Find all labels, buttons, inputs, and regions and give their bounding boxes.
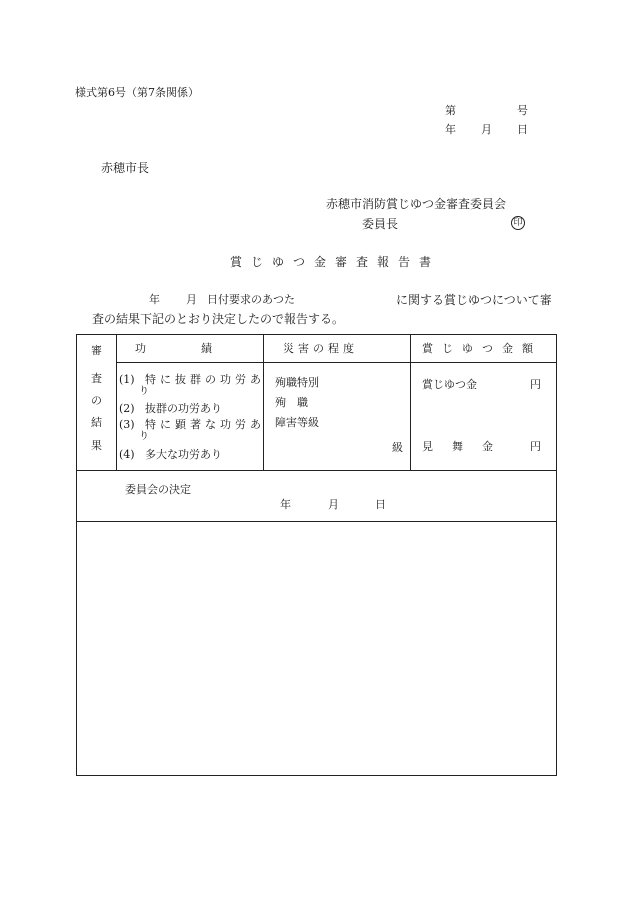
col-header-merit: 功 績 bbox=[135, 342, 212, 355]
col-header-amount: 賞じゆつ金額 bbox=[422, 342, 542, 355]
body-request-text: 日付要求のあつた bbox=[207, 293, 295, 306]
col-divider-2 bbox=[263, 335, 264, 470]
damage-item: 殉職特別 bbox=[275, 376, 319, 389]
doc-date-month: 月 bbox=[481, 123, 492, 136]
amount-unit: 円 bbox=[530, 440, 541, 453]
body-line2: 査の結果下記のとおり決定したので報告する。 bbox=[92, 312, 345, 326]
amount-unit: 円 bbox=[530, 378, 541, 391]
row-header-char: 果 bbox=[91, 439, 102, 452]
damage-item: 殉 職 bbox=[275, 396, 308, 409]
merit-item-wrap: り bbox=[139, 431, 149, 442]
row-header-char: 審 bbox=[91, 344, 102, 357]
decision-month: 月 bbox=[328, 498, 339, 511]
merit-item-num: (4) bbox=[119, 448, 135, 461]
decision-year: 年 bbox=[280, 498, 291, 511]
col-header-damage: 災害の程度 bbox=[283, 342, 358, 355]
damage-item: 障害等級 bbox=[275, 416, 319, 429]
row-divider bbox=[77, 470, 556, 471]
doc-date-year: 年 bbox=[445, 123, 456, 136]
merit-item-text: 多大な功労あり bbox=[145, 448, 222, 461]
body-year: 年 bbox=[149, 293, 160, 306]
doc-date-day: 日 bbox=[517, 123, 528, 136]
decision-notes-area bbox=[77, 522, 556, 775]
body-line1-tail: に関する賞じゆつについて審 bbox=[396, 293, 552, 307]
addressee: 赤穂市長 bbox=[101, 161, 150, 175]
damage-grade-suffix: 級 bbox=[392, 441, 403, 454]
result-table bbox=[76, 334, 557, 776]
amount-label: 見 舞 金 bbox=[422, 440, 497, 453]
merit-item-text: 特に顕著な功労あ bbox=[145, 418, 265, 431]
decision-label: 委員会の決定 bbox=[125, 483, 191, 496]
merit-item-num: (3) bbox=[119, 418, 135, 431]
doc-number-suffix: 号 bbox=[517, 104, 528, 117]
row-header-char: の bbox=[91, 394, 102, 407]
merit-item-num: (1) bbox=[119, 373, 135, 386]
col-divider-1 bbox=[116, 335, 117, 470]
form-number: 様式第6号（第7条関係） bbox=[75, 86, 199, 99]
merit-item-wrap: り bbox=[139, 386, 149, 397]
merit-item-text: 特に抜群の功労あ bbox=[145, 373, 265, 386]
decision-day: 日 bbox=[375, 498, 386, 511]
sender-committee: 赤穂市消防賞じゆつ金審査委員会 bbox=[326, 197, 507, 211]
header-divider bbox=[116, 362, 557, 363]
seal-icon: 印 bbox=[511, 216, 525, 230]
col-divider-3 bbox=[410, 335, 411, 470]
merit-item-text: 抜群の功労あり bbox=[145, 402, 222, 415]
doc-number-prefix: 第 bbox=[445, 104, 456, 117]
sender-chair: 委員長 bbox=[362, 217, 399, 231]
body-month: 月 bbox=[186, 293, 197, 306]
merit-item-num: (2) bbox=[119, 402, 135, 415]
row-header-char: 結 bbox=[91, 416, 102, 429]
amount-label: 賞じゆつ金 bbox=[422, 378, 477, 391]
document-title: 賞じゆつ金審査報告書 bbox=[230, 255, 441, 269]
row-header-char: 査 bbox=[91, 372, 102, 385]
